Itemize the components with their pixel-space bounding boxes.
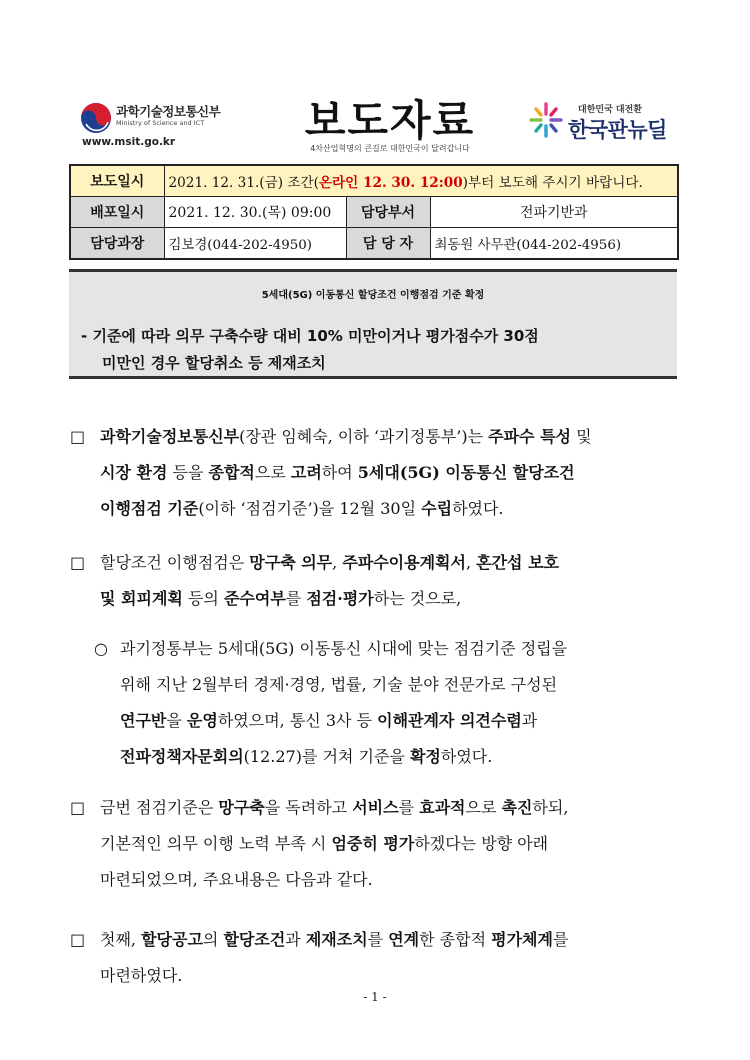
text-run: 하겠다는 방향 아래 [414,834,549,853]
text-run: 과기정통부는 5세대(5G) 이동통신 시대에 맞는 점검기준 정립을 [120,639,568,658]
text-run: 를 [398,798,420,817]
release-date-value [164,165,678,197]
emphasis-text: 연계 [388,930,420,949]
headline-box [69,269,677,379]
text-run: 과 [285,930,306,949]
ministry-logo [80,100,280,150]
emphasis-text: 제재조치 [305,930,368,949]
press-release-title: 보도자료 [304,96,476,145]
headline-subtitle-line-1: - 기준에 따라 의무 구축수량 대비 10% 미만이거나 평가점수가 30점 [81,327,539,345]
emphasis-text: 평가체계 [491,930,553,949]
text-run: 을 [166,711,187,730]
paragraph-line [94,631,680,667]
paragraph-line [94,703,680,739]
text-run: 를 [285,589,307,608]
emphasis-text: 망구축 의무 [249,553,333,572]
emphasis-text: 점검·평가 [306,589,374,608]
paragraph-line [70,790,680,826]
document-header [0,0,750,160]
slogan: 4차산업혁명의 큰길로 대한민국이 달려갑니다 [310,144,470,153]
line-text [100,930,568,949]
text-run: 으로 [254,463,291,482]
emphasis-text: 할당공고 [141,930,203,949]
text-run: 등을 [167,463,209,482]
release-date-label: 보도일시 [70,165,164,197]
emphasis-text: 촉진 [501,798,533,817]
contact-row [70,228,678,260]
paragraph-line [70,491,680,527]
emphasis-text: 시장 환경 [100,463,168,482]
paragraph-line [94,667,680,703]
new-deal-name: 한국판뉴딜 [568,118,667,142]
release-info-table [69,164,679,260]
sub-paragraph [94,631,680,775]
emphasis-text: 전파정책자문회의 [120,747,244,766]
text-run: 으로 [465,798,502,817]
headline-title: 5세대(5G) 이동통신 할당조건 이행점검 기준 확정 [261,290,485,301]
text-run: 의 [202,930,224,949]
emphasis-text: 이해관계자 의견수렴 [377,711,522,730]
text-run: 등의 [182,589,224,608]
text-run: 하였다. [452,499,504,518]
emphasis-text: 및 회피계획 [100,589,183,608]
emphasis-text: 5세대(5G) 이동통신 할당조건 [357,463,575,482]
paragraph-4 [70,922,680,994]
starburst-icon [528,100,564,140]
paragraph-line [70,545,680,581]
section-chief-value: 김보경(044-202-4950) [164,228,346,260]
box-bullet: □ [70,798,86,817]
paragraph-line [70,862,680,898]
text-run: (장관 임혜숙, 이하 ‘과기정통부’)는 [239,427,489,446]
release-date-row [70,165,678,197]
emphasis-text: 확정 [409,747,441,766]
box-bullet: □ [70,930,86,949]
distribution-date-value: 2021. 12. 30.(목) 09:00 [164,197,346,228]
paragraph-line [70,455,680,491]
release-date-suffix: )부터 보도해 주시기 바랍니다. [462,175,643,191]
emphasis-text: 엄중히 평가 [331,834,415,853]
department-value: 전파기반과 [430,197,678,228]
text-run: (이하 ‘점검기준’)을 12월 30일 [198,499,422,518]
emphasis-text: 혼간섭 보호 [476,553,559,572]
ministry-url[interactable]: www.msit.go.kr [82,136,176,148]
paragraph-line [70,826,680,862]
text-run: 하되, [532,798,569,817]
ministry-name: 과학기술정보통신부 [116,104,221,119]
taegeuk-emblem-icon [80,102,112,134]
distribution-row [70,197,678,228]
emphasis-text: 주파수 특성 [488,427,571,446]
box-bullet: □ [70,427,86,446]
emphasis-text: 효과적 [419,798,466,817]
circle-bullet: ○ [94,639,108,658]
line-text [100,427,592,446]
emphasis-text: 수립 [421,499,453,518]
emphasis-text: 준수여부 [223,589,286,608]
line-text [120,639,567,658]
text-run: 위해 지난 2월부터 경제·경영, 법률, 기술 분야 전문가로 구성된 [120,675,558,694]
text-run: 마련되었으며, 주요내용은 다음과 같다. [100,870,373,889]
text-run: 첫째, [100,930,142,949]
box-bullet: □ [70,553,86,572]
text-run: 및 [570,427,592,446]
text-run: 를 [552,930,569,949]
paragraph-line [70,958,680,994]
text-run: 과 [521,711,538,730]
text-run: 마련하였다. [100,966,183,985]
text-run: , [465,553,477,572]
emphasis-text: 서비스 [352,798,399,817]
text-run: 하는 것으로, [373,589,462,608]
section-chief-label: 담당과장 [70,228,164,260]
paragraph-1 [70,419,680,527]
paragraph-line [94,739,680,775]
page-number: - 1 - [363,990,387,1004]
text-run: 하였으며, 통신 3사 등 [217,711,378,730]
text-run: 할당조건 이행점검은 [100,553,250,572]
text-run: 금번 점검기준은 [100,798,219,817]
paragraph-line [70,419,680,455]
new-deal-subtitle: 대한민국 대전환 [578,105,642,115]
emphasis-text: 고려 [290,463,322,482]
contact-person-label: 담 당 자 [346,228,430,260]
emphasis-text: 주파수이용계획서 [342,553,466,572]
emphasis-text: 망구축 [218,798,265,817]
text-run: 기본적인 의무 이행 노력 부족 시 [100,834,332,853]
release-date-main: 2021. 12. 31.(금) 조간( [168,175,319,191]
emphasis-text: 연구반 [120,711,167,730]
contact-person-value: 최동원 사무관(044-202-4956) [430,228,678,260]
emphasis-text: 종합적 [208,463,255,482]
text-run: , [332,553,343,572]
paragraph-line [70,581,680,617]
emphasis-text: 할당조건 [223,930,286,949]
headline-subtitle-line-2: 미만인 경우 할당취소 등 제재조치 [102,354,326,372]
text-run: 를 [367,930,389,949]
text-run: 하였다. [440,747,493,766]
text-run: 한 종합적 [419,930,492,949]
ministry-english-name: Ministry of Science and ICT [116,119,205,127]
text-run: 을 독려하고 [264,798,353,817]
paragraph-2 [70,545,680,617]
korean-new-deal-logo [528,100,698,145]
line-text [100,798,568,817]
distribution-date-label: 배포일시 [70,197,164,228]
emphasis-text: 과학기술정보통신부 [100,427,240,446]
paragraph-line [70,922,680,958]
paragraph-3 [70,790,680,898]
department-label: 담당부서 [346,197,430,228]
emphasis-text: 이행점검 기준 [100,499,199,518]
line-text [100,553,559,572]
emphasis-text: 운영 [186,711,218,730]
text-run: (12.27)를 거쳐 기준을 [243,747,410,766]
text-run: 하여 [321,463,358,482]
release-date-online: 온라인 12. 30. 12:00 [318,175,463,191]
